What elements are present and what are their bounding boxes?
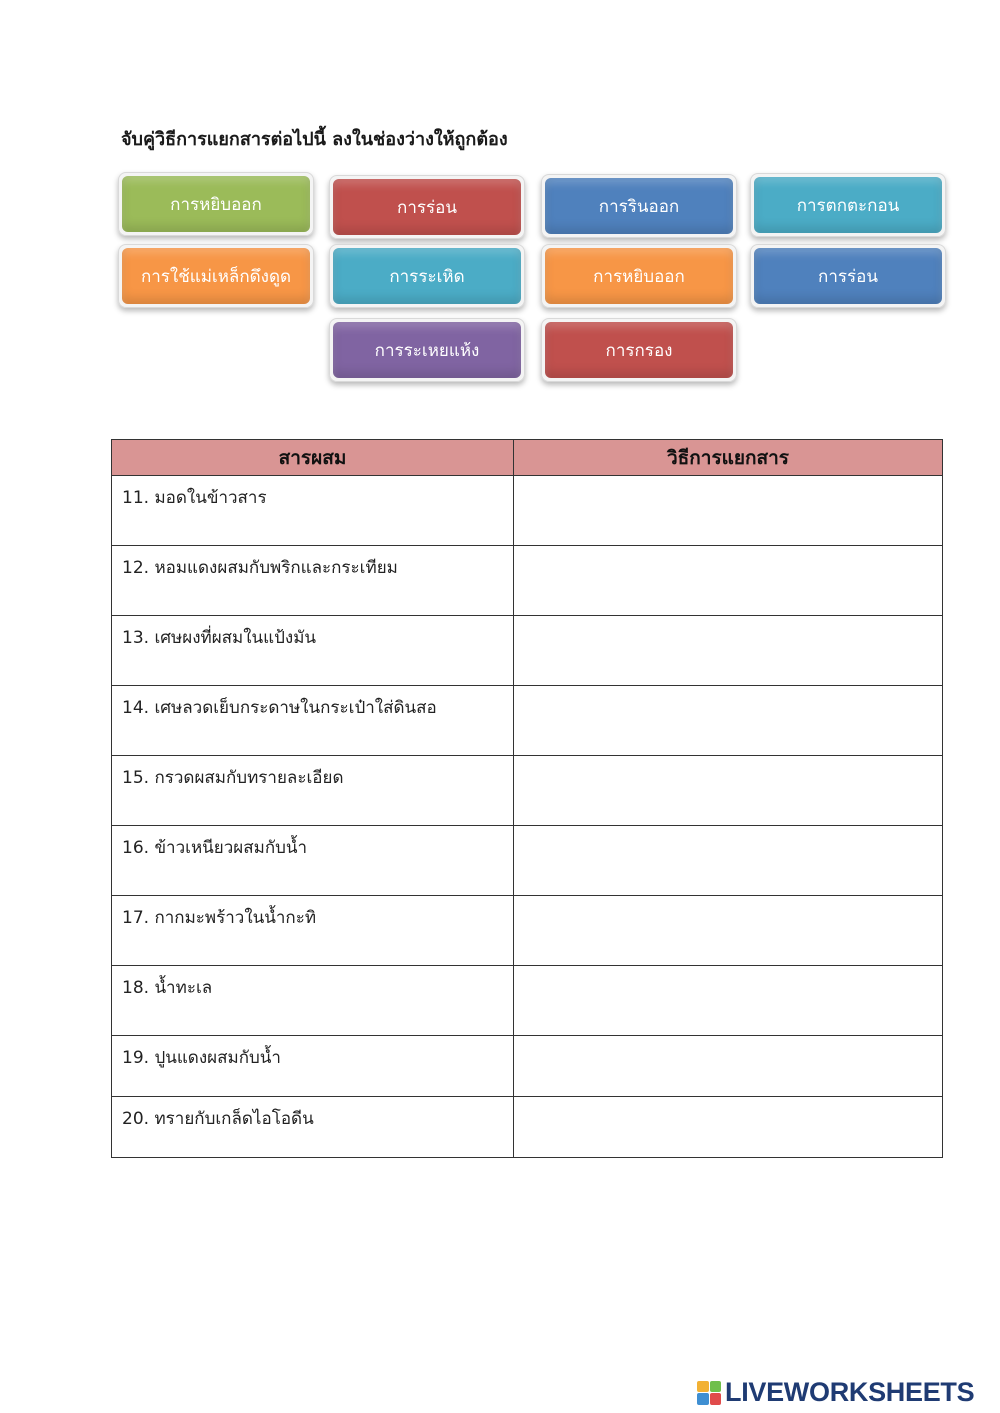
column-header-method: วิธีการแยกสาร <box>514 440 943 476</box>
option-tile-label: การใช้แม่เหล็กดึงดูด <box>122 248 310 304</box>
column-header-mixture: สารผสม <box>112 440 514 476</box>
option-tile-label: การร่อน <box>333 179 521 235</box>
option-tile-label: การหยิบออก <box>545 248 733 304</box>
option-tile-3[interactable] <box>541 174 737 238</box>
option-tile-label: การรินออก <box>545 178 733 234</box>
mixture-cell: 15. กรวดผสมกับทรายละเอียด <box>112 756 514 826</box>
option-tile-label: การหยิบออก <box>122 176 310 232</box>
table-row <box>112 826 943 896</box>
liveworksheets-logo-text: LIVEWORKSHEETS <box>725 1377 975 1407</box>
option-tile-5[interactable] <box>118 244 314 308</box>
answer-drop-zone[interactable] <box>514 826 943 896</box>
mixture-cell: 18. น้ำทะเล <box>112 966 514 1036</box>
answer-drop-zone[interactable] <box>514 756 943 826</box>
option-tile-4[interactable] <box>750 173 946 237</box>
option-tile-label: การร่อน <box>754 248 942 304</box>
mixture-cell: 19. ปูนแดงผสมกับน้ำ <box>112 1036 514 1097</box>
answer-drop-zone[interactable] <box>514 1097 943 1158</box>
table-row <box>112 1097 943 1158</box>
table-row <box>112 756 943 826</box>
option-tile-label: การกรอง <box>545 322 733 378</box>
option-tile-label: การระเหิด <box>333 248 521 304</box>
table-row <box>112 966 943 1036</box>
mixture-cell: 14. เศษลวดเย็บกระดาษในกระเป๋าใส่ดินสอ <box>112 686 514 756</box>
table-header-row <box>112 440 943 476</box>
answer-drop-zone[interactable] <box>514 1036 943 1097</box>
option-tile-label: การระเหยแห้ง <box>333 322 521 378</box>
option-tile-10[interactable] <box>541 318 737 382</box>
option-tile-label: การตกตะกอน <box>754 177 942 233</box>
answer-drop-zone[interactable] <box>514 686 943 756</box>
answer-drop-zone[interactable] <box>514 896 943 966</box>
mixture-cell: 11. มอดในข้าวสาร <box>112 476 514 546</box>
answer-drop-zone[interactable] <box>514 966 943 1036</box>
table-row <box>112 616 943 686</box>
option-tile-1[interactable] <box>118 172 314 236</box>
option-tile-8[interactable] <box>750 244 946 308</box>
mixture-cell: 20. ทรายกับเกล็ดไอโอดีน <box>112 1097 514 1158</box>
table-row <box>112 896 943 966</box>
answer-drop-zone[interactable] <box>514 476 943 546</box>
liveworksheets-logo <box>697 1377 974 1408</box>
table-row <box>112 1036 943 1097</box>
answer-drop-zone[interactable] <box>514 616 943 686</box>
mixture-cell: 17. กากมะพร้าวในน้ำกะทิ <box>112 896 514 966</box>
instruction-heading: จับคู่วิธีการแยกสารต่อไปนี้ ลงในช่องว่างให้ถูกต้อง <box>121 129 508 150</box>
table-row <box>112 686 943 756</box>
table-row <box>112 476 943 546</box>
option-tile-2[interactable] <box>329 175 525 239</box>
table-row <box>112 546 943 616</box>
answer-drop-zone[interactable] <box>514 546 943 616</box>
option-tile-9[interactable] <box>329 318 525 382</box>
matching-table <box>111 439 943 1158</box>
mixture-cell: 13. เศษผงที่ผสมในแป้งมัน <box>112 616 514 686</box>
liveworksheets-logo-icon <box>697 1381 721 1405</box>
option-tile-6[interactable] <box>329 244 525 308</box>
mixture-cell: 16. ข้าวเหนียวผสมกับน้ำ <box>112 826 514 896</box>
option-tile-7[interactable] <box>541 244 737 308</box>
mixture-cell: 12. หอมแดงผสมกับพริกและกระเทียม <box>112 546 514 616</box>
